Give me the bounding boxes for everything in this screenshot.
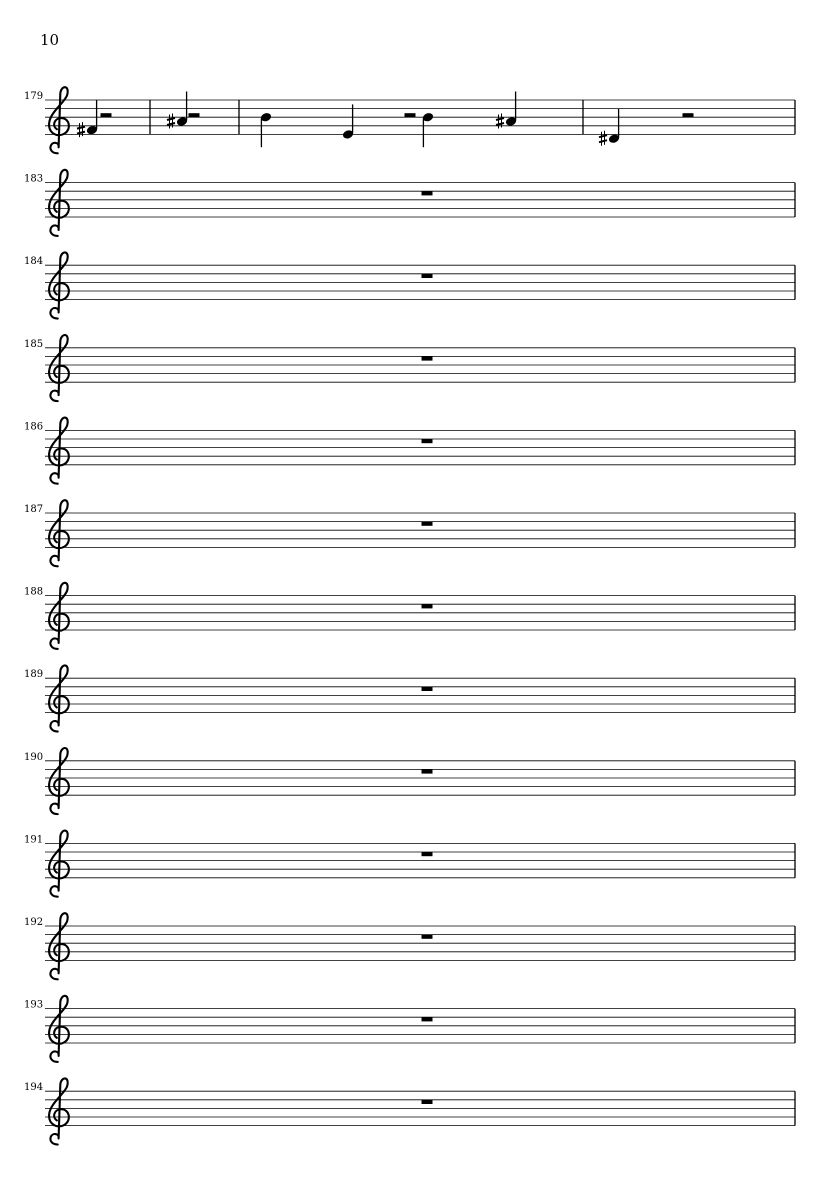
staff-system xyxy=(24,335,795,401)
measure-number: 192 xyxy=(24,917,44,928)
measure-number: 187 xyxy=(24,504,44,515)
measure-number: 193 xyxy=(24,999,44,1011)
half-rest xyxy=(683,113,694,117)
measure-number: 188 xyxy=(24,586,44,598)
measure-number: 186 xyxy=(24,421,44,433)
staff-system xyxy=(24,748,795,814)
staff-system xyxy=(24,831,795,897)
staff-system xyxy=(24,996,795,1062)
half-rest xyxy=(189,113,200,117)
treble-clef xyxy=(49,87,69,153)
measure-number: 194 xyxy=(24,1082,44,1094)
whole-rest xyxy=(422,1100,433,1104)
staff-system xyxy=(24,665,795,731)
half-rest xyxy=(405,113,416,117)
sharp-stroke xyxy=(496,118,504,120)
treble-clef xyxy=(49,1078,69,1144)
whole-rest xyxy=(422,356,433,360)
sharp-stroke xyxy=(77,127,85,129)
treble-clef xyxy=(49,913,69,979)
treble-clef xyxy=(49,418,69,484)
staff-system xyxy=(24,170,795,236)
staff-system xyxy=(24,418,795,484)
staff-system xyxy=(24,1078,795,1144)
staff-system xyxy=(24,87,795,153)
measure-number: 189 xyxy=(24,669,44,681)
whole-rest xyxy=(422,1017,433,1021)
treble-clef xyxy=(49,748,69,814)
whole-rest xyxy=(422,522,433,526)
sharp-stroke xyxy=(167,123,175,125)
whole-rest xyxy=(422,852,433,856)
staff-system xyxy=(24,913,795,979)
whole-rest xyxy=(422,439,433,443)
treble-clef xyxy=(49,335,69,401)
sharp-stroke xyxy=(599,140,607,142)
whole-rest xyxy=(422,604,433,608)
treble-clef xyxy=(49,831,69,897)
treble-clef xyxy=(49,996,69,1062)
measure-number: 183 xyxy=(24,173,44,185)
treble-clef xyxy=(49,170,69,236)
sharp-stroke xyxy=(167,118,175,120)
whole-rest xyxy=(422,687,433,691)
treble-clef xyxy=(49,252,69,318)
half-rest xyxy=(101,113,112,117)
staff-system xyxy=(24,500,795,566)
treble-clef xyxy=(49,665,69,731)
staff-system xyxy=(24,252,795,318)
treble-clef xyxy=(49,583,69,649)
sharp-sign xyxy=(496,114,504,129)
sharp-stroke xyxy=(496,123,504,125)
sharp-sign xyxy=(167,114,175,129)
staff-system xyxy=(24,583,795,649)
sharp-sign xyxy=(599,131,607,146)
whole-rest xyxy=(422,274,433,278)
whole-rest xyxy=(422,191,433,195)
treble-clef xyxy=(49,500,69,566)
sharp-stroke xyxy=(599,135,607,137)
measure-number: 185 xyxy=(24,338,44,350)
sharp-sign xyxy=(77,122,85,137)
measure-number: 184 xyxy=(24,256,44,268)
whole-rest xyxy=(422,935,433,939)
measure-number: 190 xyxy=(24,751,44,763)
measure-number: 179 xyxy=(24,91,44,102)
systems xyxy=(24,87,795,1144)
whole-rest xyxy=(422,769,433,773)
page-number: 10 xyxy=(40,31,60,49)
measure-number: 191 xyxy=(24,834,44,846)
sharp-stroke xyxy=(77,132,85,134)
